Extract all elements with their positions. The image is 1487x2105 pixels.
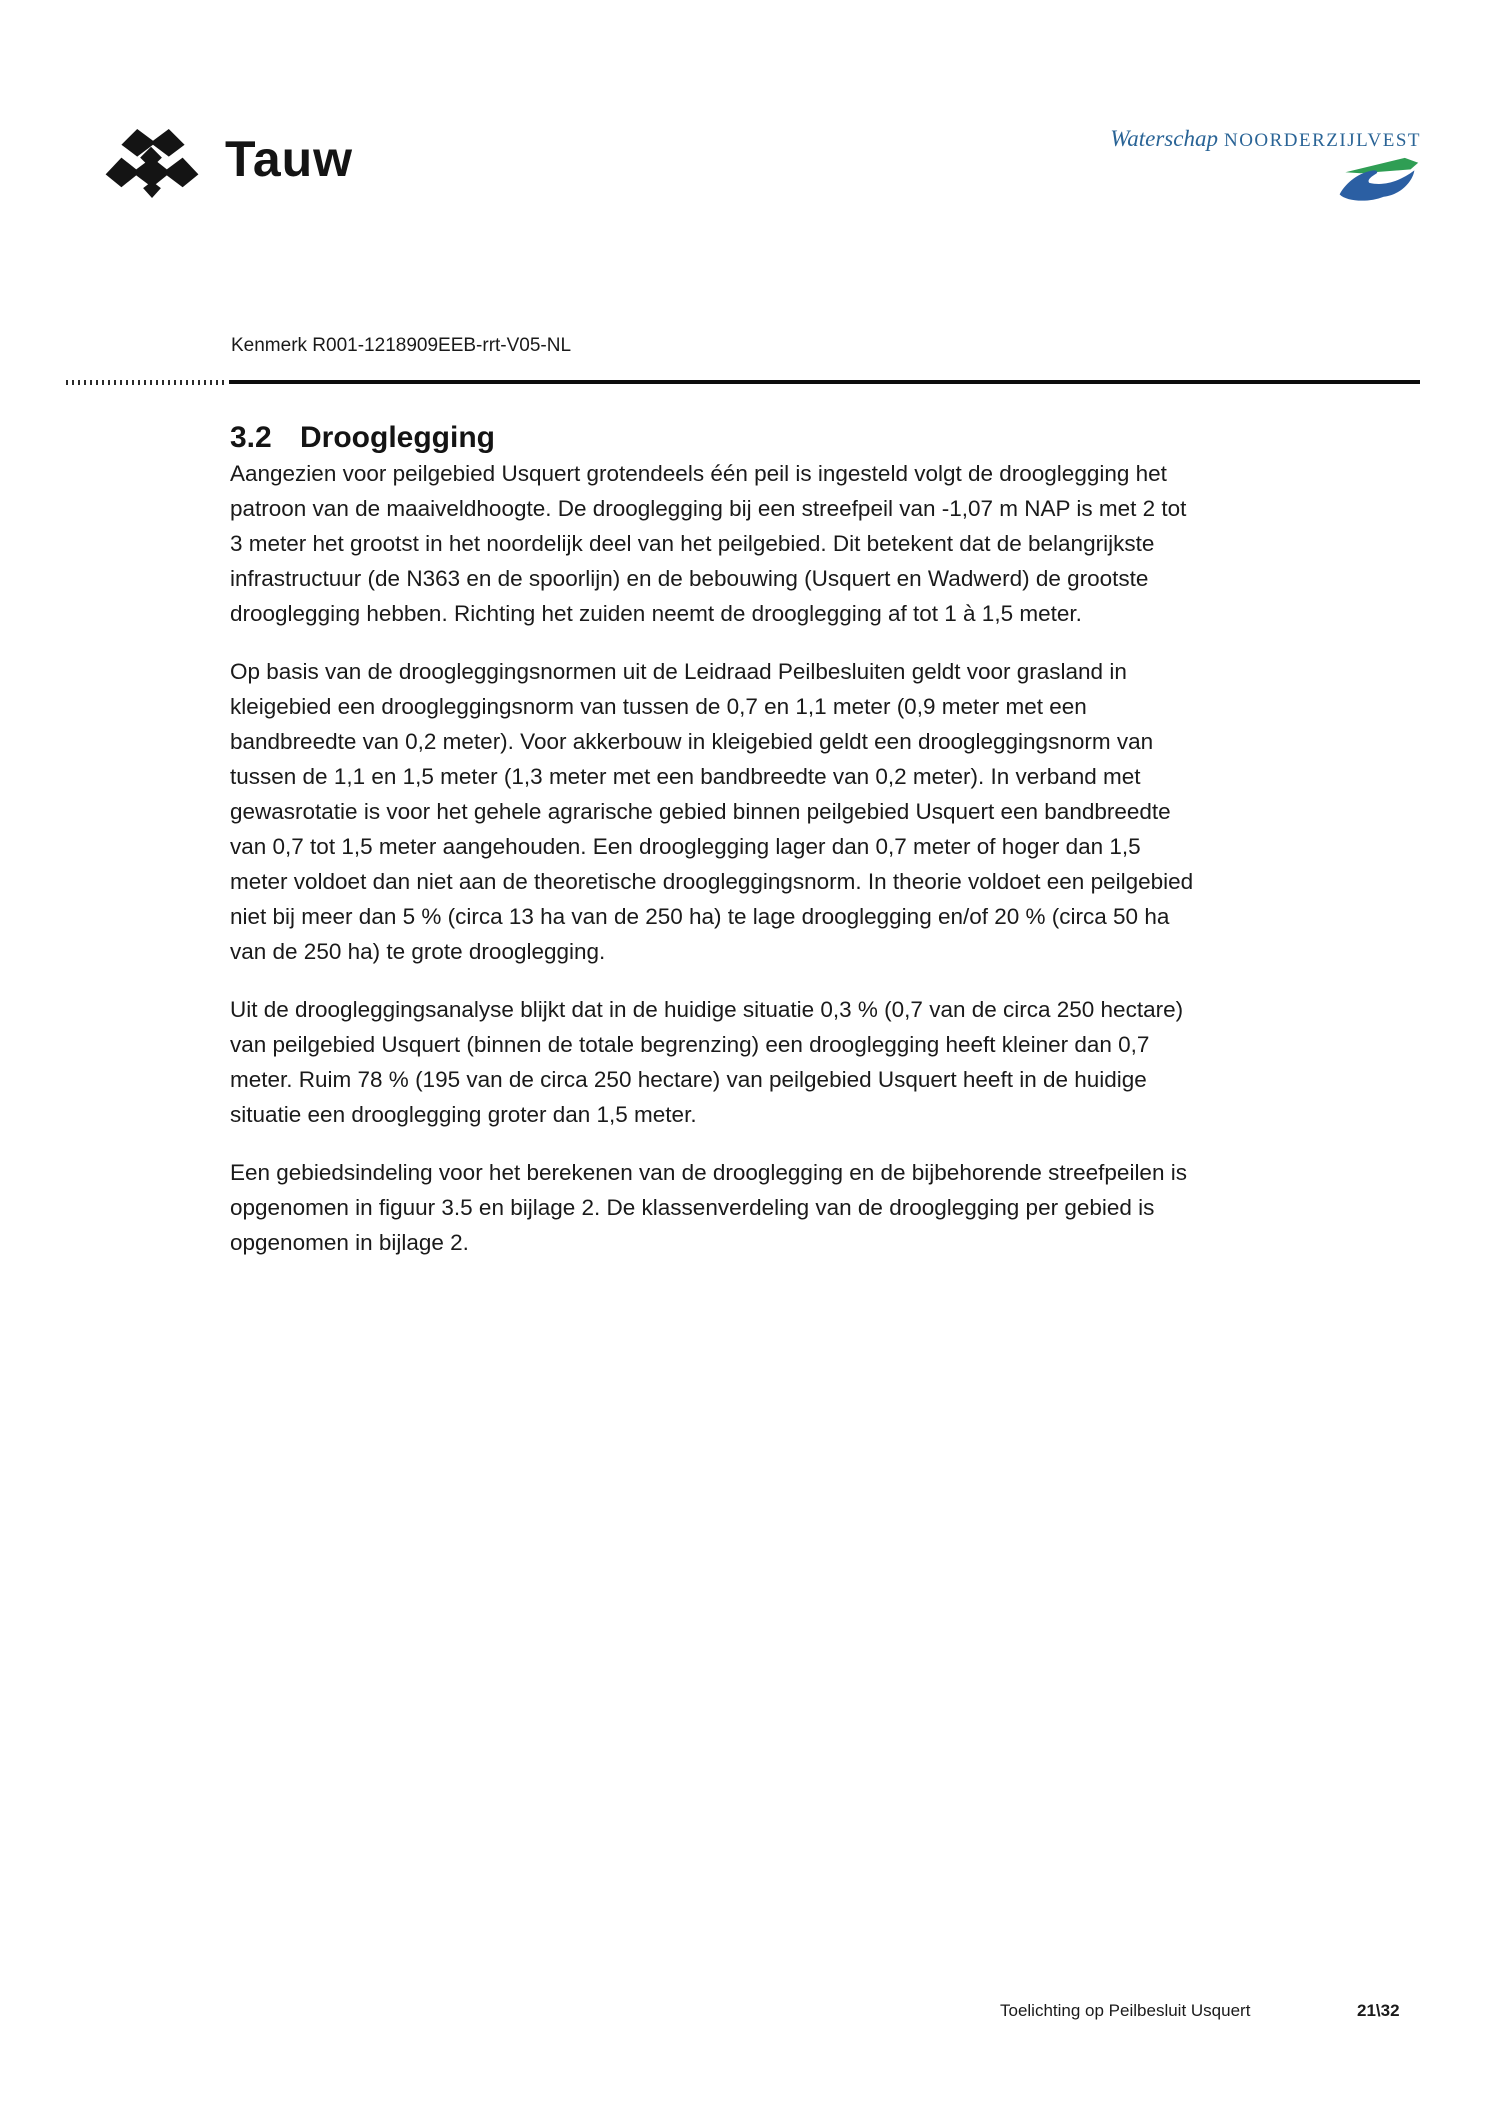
text-line: Een gebiedsindeling voor het berekenen van de drooglegging en de bijbehorende streefpeilen is bbox=[230, 1160, 1187, 1185]
text-line: kleigebied een droogleggingsnorm van tussen de 0,7 en 1,1 meter (0,9 meter met een bbox=[230, 694, 1087, 719]
text-line: van de 250 ha) te grote drooglegging. bbox=[230, 939, 606, 964]
text-line: niet bij meer dan 5 % (circa 13 ha van de 250 ha) te lage drooglegging en/of 20 % (circa 50 ha bbox=[230, 904, 1170, 929]
body-text bbox=[230, 456, 1193, 1283]
text-line: 3 meter het grootst in het noordelijk deel van het peilgebied. Dit betekent dat de belangrijkste bbox=[230, 531, 1155, 556]
text-line: meter voldoet dan niet aan de theoretische droogleggingsnorm. In theorie voldoet een peilgebied bbox=[230, 869, 1194, 894]
header-rule-dotted bbox=[66, 380, 228, 385]
section-number: 3.2 bbox=[230, 421, 272, 454]
tauw-logo bbox=[103, 125, 354, 202]
text-line: opgenomen in figuur 3.5 en bijlage 2. De klassenverdeling van de drooglegging per gebied is bbox=[230, 1195, 1155, 1220]
text-line: opgenomen in bijlage 2. bbox=[230, 1230, 469, 1255]
text-line: infrastructuur (de N363 en de spoorlijn) en de bebouwing (Usquert en Wadwerd) de grootste bbox=[230, 566, 1149, 591]
text-line: Op basis van de droogleggingsnormen uit de Leidraad Peilbesluiten geldt voor grasland in bbox=[230, 659, 1127, 684]
tauw-logo-text: Tauw bbox=[225, 131, 354, 187]
document-reference: Kenmerk R001-1218909EEB-rrt-V05-NL bbox=[231, 335, 572, 356]
text-line: tussen de 1,1 en 1,5 meter (1,3 meter met een bandbreedte van 0,2 meter). In verband met bbox=[230, 764, 1141, 789]
noorderzijlvest-word: NOORDERZIJLVEST bbox=[1223, 130, 1421, 151]
text-line: patroon van de maaiveldhoogte. De drooglegging bij een streefpeil van -1,07 m NAP is met 2 tot bbox=[230, 496, 1187, 521]
footer-document-title: Toelichting op Peilbesluit Usquert bbox=[1000, 2001, 1251, 2020]
text-line: Uit de droogleggingsanalyse blijkt dat in de huidige situatie 0,3 % (0,7 van de circa 250 hectare) bbox=[230, 997, 1184, 1022]
footer-page-number: 21\32 bbox=[1357, 2001, 1400, 2020]
waterschap-swoosh-icon bbox=[1333, 156, 1421, 202]
section-heading bbox=[230, 420, 495, 456]
paragraph-3 bbox=[230, 992, 1193, 1132]
waterschap-logo-text bbox=[1110, 126, 1421, 152]
text-line: situatie een drooglegging groter dan 1,5 meter. bbox=[230, 1102, 697, 1127]
waterschap-word: Waterschap bbox=[1110, 126, 1218, 151]
text-line: meter. Ruim 78 % (195 van de circa 250 hectare) van peilgebied Usquert heeft in de huidige bbox=[230, 1067, 1147, 1092]
text-line: Aangezien voor peilgebied Usquert grotendeels één peil is ingesteld volgt de drooglegging het bbox=[230, 461, 1167, 486]
text-line: drooglegging hebben. Richting het zuiden neemt de drooglegging af tot 1 à 1,5 meter. bbox=[230, 601, 1082, 626]
text-line: gewasrotatie is voor het gehele agrarische gebied binnen peilgebied Usquert een bandbreedte bbox=[230, 799, 1171, 824]
text-line: bandbreedte van 0,2 meter). Voor akkerbouw in kleigebied geldt een droogleggingsnorm van bbox=[230, 729, 1154, 754]
waterschap-logo bbox=[1110, 126, 1421, 152]
paragraph-2 bbox=[230, 654, 1193, 969]
paragraph-1 bbox=[230, 456, 1193, 631]
text-line: van peilgebied Usquert (binnen de totale begrenzing) een drooglegging heeft kleiner dan 0,7 bbox=[230, 1032, 1150, 1057]
text-line: van 0,7 tot 1,5 meter aangehouden. Een drooglegging lager dan 0,7 meter of hoger dan 1,5 bbox=[230, 834, 1141, 859]
tauw-logo-icon bbox=[103, 125, 203, 202]
paragraph-4 bbox=[230, 1155, 1193, 1260]
section-title: Drooglegging bbox=[300, 421, 495, 454]
header-rule bbox=[229, 380, 1420, 384]
